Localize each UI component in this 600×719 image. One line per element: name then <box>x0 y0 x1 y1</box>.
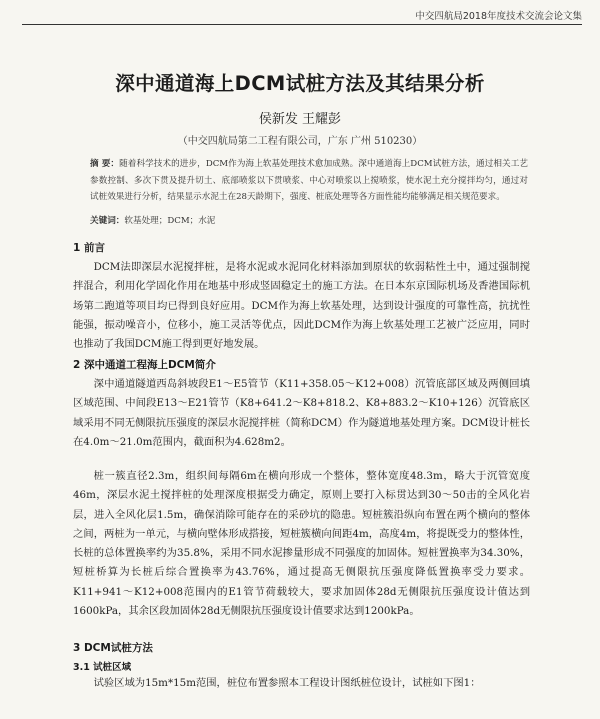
keywords <box>90 214 528 226</box>
running-header <box>22 8 582 25</box>
section-3-paragraph-1: 试验区域为15m*15m范围，桩位布置参照本工程设计图纸桩位设计，试桩如下图1： <box>93 677 481 689</box>
paper-affiliation: （中交四航局第二工程有限公司，广东 广州 510230） <box>177 136 423 147</box>
abstract-text: 随着科学技术的进步，DCM作为海上软基处理技术愈加成熟。深中通道海上DCM试桩方法，通过相关工艺参数控制、多次下贯及提升切土、底部喷浆以下贯喷浆、中心对喷浆以上搅喷浆，使水泥土充分搅拌均匀，通过对试桩效果进行分析，结果显示水泥土在28天龄期下，强度、桩底处理等各方面性能均能够满足相关规范要求。 <box>90 159 528 202</box>
running-title: 中交四航局2018年度技术交流会论文集 <box>415 11 582 22</box>
subsection-heading-3-1: 3.1 试桩区域 <box>73 662 132 673</box>
section-2-paragraph-2: 桩一簇直径2.3m，组织间每隔6m在横向形成一个整体，整体宽度48.3m，略大于沉管宽度46m，深层水泥土搅拌桩的处理深度根据受力确定，原则上要打入标贯达到30～50击的全风化岩层，进入全风化层1.5m，确保消除可能存在的采砂坑的隐患。短桩簇沿纵向布置在两个横向的整体之间，两桩为一单元，与横向壁体形成搭接，短桩簇横向间距4m，高度4m，将提既受力的整体性，长桩的总体置换率约为35.8%，采用不同水泥掺量形成不同强度的加固体。短桩置换率为34.30%，短桩桥算为长桩后综合置换率为43.76%，通过提高无侧限抗压强度降低置换率受力要求。K11+941～K12+008范围内的E1管节荷载较大，要求加固体28d无侧限抗压强度设计值达到1600kPa，其余区段加固体28d无侧限抗压强度设计值要求达到1200kPa。 <box>73 470 530 618</box>
section-1-paragraph-1: DCM法即深层水泥搅拌桩，是将水泥或水泥同化材料添加到原状的软弱粘性土中，通过强制搅拌混合，利用化学固化作用在地基中形成竖固稳定土的施工方法。在日本东京国际机场及香港国际机场第二跑道等项目均已得到良好应用。DCM作为海上软基处理，达到设计强度的可靠性高，抗扰性能强，振动噪音小，位移小，施工灵活等优点，因此DCM作为海上软基处理工艺被广泛应用，同时也推动了我国DCM施工得到更好地发展。 <box>73 261 530 351</box>
keywords-text: 软基处理；DCM；水泥 <box>124 216 216 226</box>
section-heading-1: 1 前言 <box>73 242 105 254</box>
abstract-label: 摘 要： <box>90 159 120 169</box>
section-2-paragraph-1: 深中通道隧道西岛斜坡段E1～E5管节（K11+358.05～K12+008）沉管底部区域及两侧回填区域范围、中间段E13～E21管节（K8+641.2～K8+818.2、K8+883.2～K10+126）沉管底区域采用不同无侧限抗压强度的深层水泥搅拌桩（简称DCM）作为隧道地基处理方案。DCM设计桩长在4.0m～21.0m范围内，截面积为4.628m2。 <box>73 378 530 448</box>
section-heading-2: 2 深中通道工程海上DCM简介 <box>73 359 216 371</box>
paper-authors: 侯新发 王耀彭 <box>258 112 342 127</box>
section-heading-3: 3 DCM试桩方法 <box>73 642 153 654</box>
paper-title: 深中通道海上DCM试桩方法及其结果分析 <box>115 72 485 95</box>
abstract <box>90 156 528 206</box>
keywords-label: 关键词： <box>90 216 125 226</box>
